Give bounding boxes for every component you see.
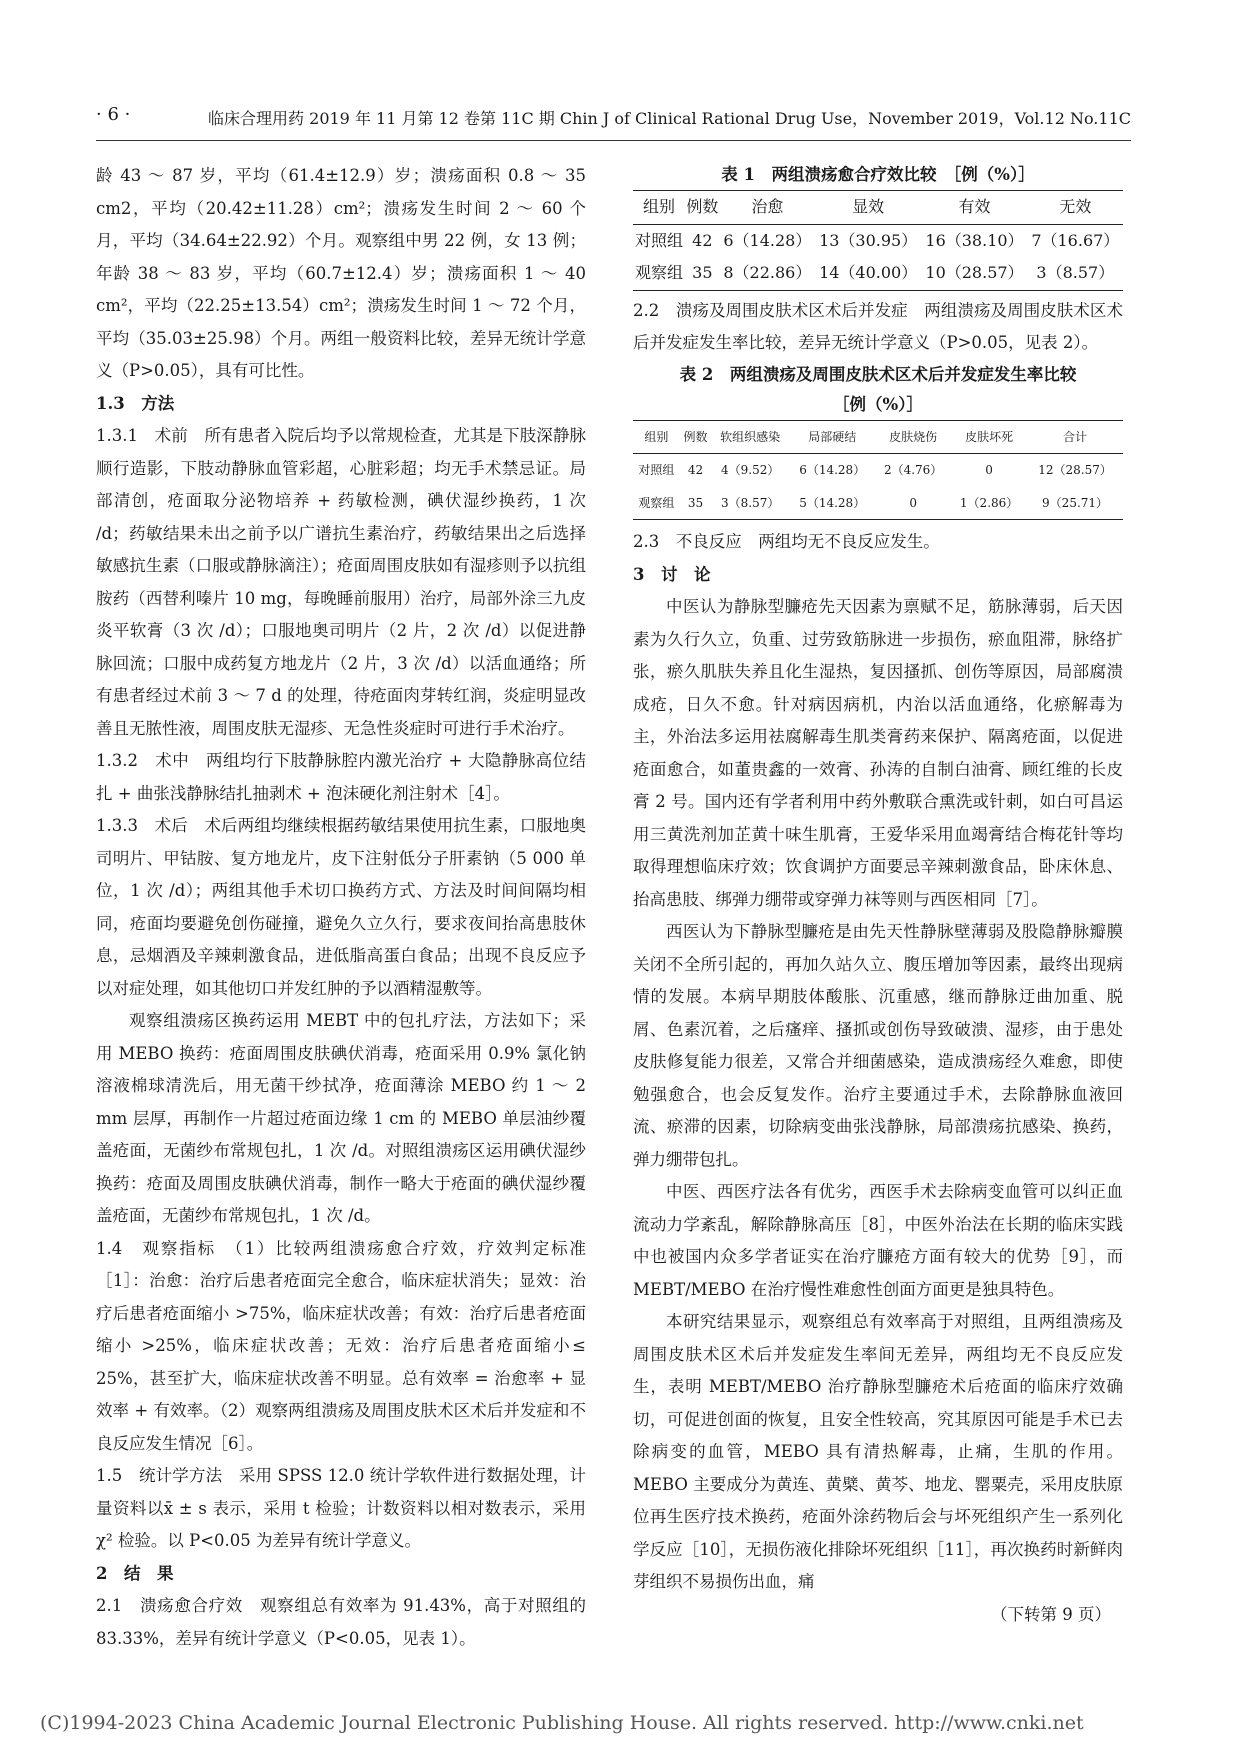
paragraph-intraop: 1.3.2 术中 两组均行下肢静脉腔内激光治疗 + 大隐静脉高位结扎 + 曲张浅静脉结扎抽剥术 + 泡沫硬化剂注射术［4］。 xyxy=(96,751,586,803)
table-header-cell: 治愈 xyxy=(720,191,815,225)
table-1-title: 表 1 两组溃疡愈合疗效比较 ［例（%）］ xyxy=(721,165,1035,184)
paragraph-discussion-tcm: 中医认为静脉型臁疮先天因素为禀赋不足，筋脉薄弱，后天因素为久行久立，负重、过劳致筋脉进一步损伤，瘀血阻滞，脉络扩张，瘀久肌肤失养且化生湿热，复因搔抓、创伤等原因，局部腐溃成疮，日久不愈。针对病因病机，内治以活血通络，化瘀解毒为主，外治法多运用祛腐解毒生肌类膏药来保护、隔离疮面，以促进疮面愈合，如董贵鑫的一效膏、孙涛的自制白油膏、顾红维的长皮膏 2 号。国内还有学者利用中药外敷联合熏洗或针刺，如白可昌运用三黄洗剂加芷黄十味生肌膏，王爱华采用血竭膏结合梅花针等均取得理想临床疗效；饮食调护方面要忌辛辣刺激食品，卧床休息、抬高患肢、绑弹力绷带或穿弹力袜等则与西医相同［7］。 xyxy=(633,597,1123,909)
table-2 xyxy=(633,420,1123,521)
table-cell: 12（28.57） xyxy=(1038,463,1112,477)
paragraph-preop: 1.3.1 术前 所有患者入院后均予以常规检查，尤其是下肢深静脉顺行造影，下肢动静脉血管彩超，心脏彩超；均无手术禁忌证。局部清创，疮面取分泌物培养 + 药敏检测，碘伏湿纱换药，1 次 /d；药敏结果未出之前予以广谱抗生素治疗，药敏结果出之后选择敏感抗生素（口服或静脉滴注）；疮面周围皮肤如有湿疹则予以抗组胺药（西替利嗪片 10 mg，每晚睡前服用）治疗，局部外涂三九皮炎平软膏（3 次 /d）；口服地奥司明片（2 片，2 次 /d）以促进静脉回流；口服中成药复方地龙片（2 片，3 次 /d）以活血通络；所有患者经过术前 3 ～ 7 d 的处理，待疮面肉芽转红润，炎症明显改善且无脓性液，周围皮肤无湿疹、无急性炎症时可进行手术治疗。 xyxy=(96,426,586,738)
table-header-row xyxy=(633,191,1123,225)
table-row xyxy=(633,257,1123,290)
table-header-row xyxy=(633,420,1123,454)
table-header-cell: 软组织感染 xyxy=(711,420,789,454)
journal-info: 临床合理用药 2019 年 11 月第 12 卷第 11C 期 Chin J of Clinical Rational Drug Use，November 2019，Vol.12 No.11C xyxy=(208,109,1131,128)
paragraph-discussion-compare: 中医、西医疗法各有优劣，西医手术去除病变血管可以纠正血流动力学紊乱，解除静脉高压［8］，中医外治法在长期的临床实践中也被国内众多学者证实在治疗臁疮方面有较大的优势［9］，而 MEBT/MEBO 在治疗慢性难愈性创面方面更是独具特色。 xyxy=(633,1182,1123,1299)
table-2-unit: ［例（%）］ xyxy=(833,394,923,414)
table-cell: 观察组 xyxy=(633,257,685,290)
table-cell: 0 xyxy=(985,463,993,477)
table-header-cell: 例数 xyxy=(680,420,711,454)
continued-note: （下转第 9 页） xyxy=(991,1604,1111,1624)
table-cell: 42 xyxy=(692,230,713,250)
copyright-footer: (C)1994-2023 China Academic Journal Electronic Publishing House. All rights reserved. http://www.cnki.net xyxy=(40,1712,1084,1734)
paragraph-discussion-western: 西医认为下静脉型臁疮是由先天性静脉壁薄弱及股隐静脉瓣膜关闭不全所引起的，再加久站久立、腹压增加等因素，最终出现病情的发展。本病早期肢体酸胀、沉重感，继而静脉迂曲加重、脱屑、色素沉着，之后瘙痒、搔抓或创伤导致破溃、湿疹，由于患处皮肤修复能力很差，又常合并细菌感染，造成溃疡经久难愈，即使勉强愈合，也会反复发作。治疗主要通过手术，去除静脉血液回流、瘀滞的因素，切除病变曲张浅静脉，局部溃疡抗感染、换药，弹力绷带包扎。 xyxy=(633,922,1123,1169)
section-heading-results: 2 结 果 xyxy=(96,1563,174,1583)
table-header-cell: 有效 xyxy=(921,191,1027,225)
table-cell: 对照组 xyxy=(638,463,675,477)
table-cell: 16（38.10） xyxy=(925,230,1024,250)
table-cell: 7（16.67） xyxy=(1031,230,1120,250)
table-header-cell: 组别 xyxy=(633,191,685,225)
table-cell: 观察组 xyxy=(633,487,680,520)
table-cell: 对照组 xyxy=(634,230,683,250)
table-row xyxy=(633,224,1123,257)
paragraph-healing-efficacy: 2.1 溃疡愈合疗效 观察组总有效率为 91.43%，高于对照组的 83.33%，差异有统计学意义（P<0.05，见表 1）。 xyxy=(96,1596,586,1648)
table-cell: 2（4.76） xyxy=(883,463,943,477)
paragraph-general-data: 龄 43 ～ 87 岁，平均（61.4±12.9）岁；溃疡面积 0.8 ～ 35 cm2，平均（20.42±11.28）cm²；溃疡发生时间 2 ～ 60 个月，平均（34.64±22.92）个月。观察组中男 22 例，女 13 例；年龄 38 ～ 83 岁，平均（60.7±12.4）岁；溃疡面积 1 ～ 40 cm²，平均（22.25±13.54）cm²；溃疡发生时间 1 ～ 72 个月，平均（35.03±25.98）个月。两组一般资料比较，差异无统计学意义（P>0.05），具有可比性。 xyxy=(96,166,586,380)
table-cell: 6（14.28） xyxy=(799,463,866,477)
paragraph-indicators: 1.4 观察指标 （1）比较两组溃疡愈合疗效，疗效判定标准［1］：治愈：治疗后患者疮面完全愈合，临床症状消失；显效：治疗后患者疮面缩小 >75%，临床症状改善；有效：治疗后患者疮面缩小 >25%，临床症状改善；无效：治疗后患者疮面缩小≤ 25%，甚至扩大，临床症状改善不明显。总有效率 = 治愈率 + 显效率 + 有效率。（2）观察两组溃疡及周围皮肤术区术后并发症和不良反应发生情况［6］。 xyxy=(96,1238,586,1453)
table-cell: 9（25.71） xyxy=(1027,487,1123,520)
paragraph-complications: 2.2 溃疡及周围皮肤术区术后并发症 两组溃疡及周围皮肤术区术后并发症发生率比较，差异无统计学意义（P>0.05，见表 2）。 xyxy=(633,300,1123,352)
table-cell: 35 xyxy=(685,257,720,290)
table-cell: 0 xyxy=(875,487,951,520)
table-header-cell: 合计 xyxy=(1027,420,1123,454)
table-header-cell: 组别 xyxy=(633,420,680,454)
table-cell: 3（8.57） xyxy=(711,487,789,520)
running-header xyxy=(96,100,1131,130)
table-1 xyxy=(633,190,1123,291)
paragraph-dressing: 观察组溃疡区换药运用 MEBT 中的包扎疗法，方法如下；采用 MEBO 换药：疮面周围皮肤碘伏消毒，疮面采用 0.9% 氯化钠溶液棉球清洗后，用无菌干纱拭净，疮面薄涂 MEBO 约 1 ～ 2 mm 层厚，再制作一片超过疮面边缘 1 cm 的 MEBO 单层油纱覆盖疮面，无菌纱布常规包扎，1 次 /d。对照组溃疡区运用碘伏湿纱换药：疮面及周围皮肤碘伏消毒，制作一略大于疮面的碘伏湿纱覆盖疮面，无菌纱布常规包扎，1 次 /d。 xyxy=(96,1011,586,1225)
table-row xyxy=(633,454,1123,487)
table-cell: 3（8.57） xyxy=(1028,257,1123,290)
section-heading-discussion: 3 讨 论 xyxy=(633,564,711,584)
table-cell: 1（2.86） xyxy=(951,487,1027,520)
table-cell: 4（9.52） xyxy=(721,463,780,477)
table-cell: 5（14.28） xyxy=(789,487,875,520)
section-heading-1-3: 1.3 方法 xyxy=(96,393,175,413)
paragraph-discussion-results: 本研究结果显示，观察组总有效率高于对照组，且两组溃疡及周围皮肤术区术后并发症发生率间无差异，两组均无不良反应发生，表明 MEBT/MEBO 治疗静脉型臁疮术后疮面的临床疗效确切，可促进创面的恢复，且安全性较高，究其原因可能是手术已去除病变的血管，MEBO 具有清热解毒，止痛，生肌的作用。MEBO 主要成分为黄连、黄檗、黄芩、地龙、罂粟壳，采用皮肤原位再生医疗技术换药，疮面外涂药物后会与坏死组织产生一系列化学反应［10］，无损伤液化排除坏死组织［11］，再次换药时新鲜肉芽组织不易损伤出血，痛 xyxy=(633,1312,1123,1591)
table-header-cell: 皮肤烧伤 xyxy=(875,420,951,454)
table-cell: 42 xyxy=(687,463,704,477)
table-cell: 35 xyxy=(680,487,711,520)
table-cell: 14（40.00） xyxy=(815,257,921,290)
paragraph-postop: 1.3.3 术后 术后两组均继续根据药敏结果使用抗生素，口服地奥司明片、甲钴胺、复方地龙片，皮下注射低分子肝素钠（5 000 单位，1 次 /d）；两组其他手术切口换药方式、方法及时间间隔均相同，疮面均要避免创伤碰撞，避免久立久行，要求夜间抬高患肢休息，忌烟酒及辛辣刺激食品，进低脂高蛋白食品；出现不良反应予以对症处理，如其他切口并发红肿的予以酒精湿敷等。 xyxy=(96,816,586,998)
right-column xyxy=(633,160,1123,1631)
table-cell: 8（22.86） xyxy=(720,257,815,290)
table-2-title: 表 2 两组溃疡及周围皮肤术区术后并发症发生率比较 xyxy=(679,364,1077,384)
page-number: · 6 · xyxy=(96,104,131,125)
table-cell: 6（14.28） xyxy=(723,230,812,250)
paragraph-adverse-reactions: 2.3 不良反应 两组均无不良反应发生。 xyxy=(633,532,940,551)
table-header-cell: 局部硬结 xyxy=(789,420,875,454)
table-cell: 13（30.95） xyxy=(819,230,918,250)
header-rule xyxy=(96,140,1131,141)
table-header-cell: 皮肤坏死 xyxy=(951,420,1027,454)
paragraph-statistics: 1.5 统计学方法 采用 SPSS 12.0 统计学软件进行数据处理，计量资料以x̄ ± s 表示，采用 t 检验；计数资料以相对数表示，采用 χ² 检验。以 P<0.05 为差异有统计学意义。 xyxy=(96,1466,586,1550)
table-header-cell: 显效 xyxy=(815,191,921,225)
table-cell: 10（28.57） xyxy=(921,257,1027,290)
table-header-cell: 例数 xyxy=(685,191,720,225)
table-header-cell: 无效 xyxy=(1028,191,1123,225)
left-column xyxy=(96,160,586,1655)
table-row xyxy=(633,487,1123,520)
